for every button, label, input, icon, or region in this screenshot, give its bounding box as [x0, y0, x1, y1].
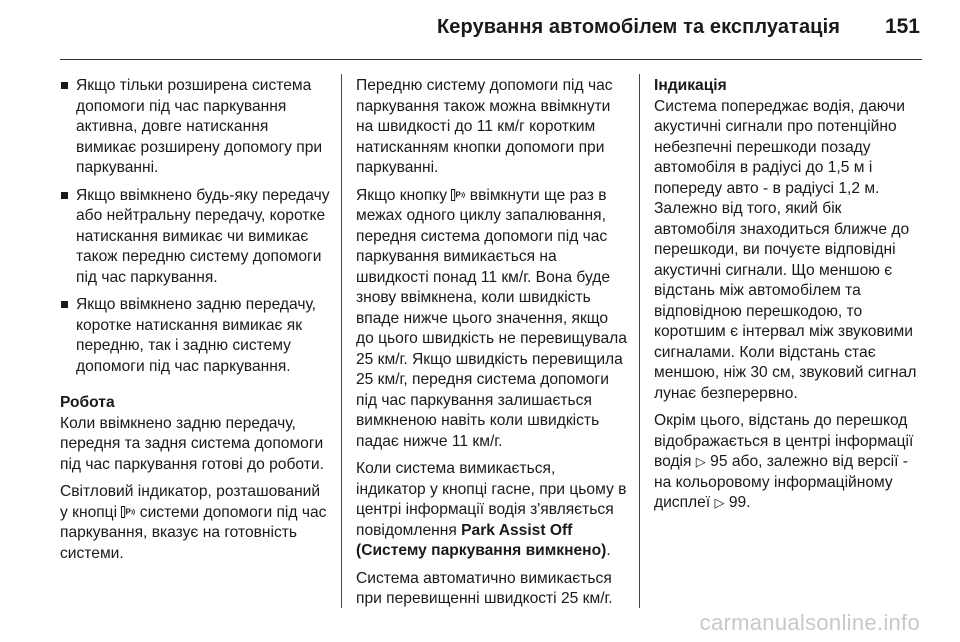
page-title: Керування автомобілем та експлуатація [436, 16, 840, 38]
page-reference-link[interactable]: 95 [710, 453, 728, 470]
svg-text:P: P [455, 190, 462, 199]
column-divider-1 [341, 74, 342, 608]
bullet-item [60, 295, 330, 377]
paragraph: Коли система вимикається, індикатор у кнопці гасне, при цьому в центрі інформації водія з'являється повідомлення Park Assist Off (Систему паркування вимкнено). [356, 460, 627, 559]
bullet-text: Якщо тільки розширена система допомоги під час паркування активна, довге натискання вимикає розширену допомогу при паркуванні. [76, 77, 323, 176]
column-1 [60, 76, 330, 571]
page-reference-arrow-icon: ▷ [695, 454, 706, 469]
bullet-item [60, 76, 330, 179]
watermark: carmanualsonline.info [699, 610, 920, 635]
paragraph: Світловий індикатор, розташований у кнопці P системи допомоги під час паркування, вказує на готовність системи. [60, 483, 327, 562]
column-divider-2 [639, 74, 640, 608]
bullet-square-icon [61, 192, 68, 199]
column-3 [654, 76, 926, 521]
bullet-item [60, 186, 330, 289]
paragraph: Коли ввімкнено задню передачу, передня та задня система допомоги під час паркування готові до роботи. [60, 414, 324, 473]
header-rule [60, 59, 922, 60]
paragraph: Якщо кнопку P ввімкнути ще раз в межах одного циклу запалювання, передня система допомоги під час паркування вимикається на швидкості понад 11 км/г. Вона буде знову ввімкнена, коли швидкість впаде нижче цього значення, якщо до цього швидкість не перевищувала 25 км/г. Якщо швидкість перевищила 25 км/г, передня система допомоги під час паркування залишається вимкненою навіть коли швидкість падає нижче 11 км/г. [356, 186, 627, 450]
park-assist-icon [451, 189, 465, 201]
bullet-text: Якщо ввімкнено будь-яку передачу або нейтральну передачу, коротке натискання вимикає чи вимикає також передню систему допомоги під час паркування. [76, 186, 330, 286]
section-heading-robota: Робота [60, 394, 115, 411]
paragraph: Передню систему допомоги під час паркування також можна ввімкнути на швидкості до 11 км/г коротким натисканням кнопки допомоги при паркуванні. [356, 77, 613, 176]
svg-text:P: P [125, 507, 132, 516]
paragraph: Окрім цього, відстань до перешкод відображається в центрі інформації водія ▷ 95 або, залежно від версії - на кольоровому інформаційному дисплеї ▷ 99. [654, 412, 914, 511]
paragraph: Система автоматично вимикається при перевищенні швидкості 25 км/г. [356, 569, 613, 607]
bullet-square-icon [61, 82, 68, 89]
paragraph: Система попереджає водія, даючи акустичні сигнали про потенційно небезпечні перешкоди позаду автомобіля в радіусі до 1,5 м і попереду авто - в радіусі 1,2 м. Залежно від того, який бік автомобіля знаходиться ближче до перешкоди, ви почуєте відповідні акустичні сигнали. Що меншою є відстань між автомобілем та відповідною перешкодою, то коротшим є інтервал між звуковими сигналами. Коли відстань стає меншою, ніж 30 см, звуковий сигнал лунає безперервно. [654, 97, 917, 402]
bullet-text: Якщо ввімкнено задню передачу, коротке натискання вимикає як передню, так і задню систему допомоги під час паркування. [76, 296, 317, 375]
page-header [0, 0, 960, 58]
section-heading-indication: Індикація [654, 77, 727, 94]
message-text: Park Assist Off (Систему паркування вимкнено) [356, 521, 607, 559]
page-reference-link[interactable]: 99 [728, 494, 747, 511]
page-number: 151 [884, 15, 920, 38]
bullet-square-icon [61, 301, 68, 308]
column-2 [356, 76, 628, 617]
park-assist-icon [121, 506, 135, 518]
page-reference-arrow-icon: ▷ [714, 495, 725, 510]
